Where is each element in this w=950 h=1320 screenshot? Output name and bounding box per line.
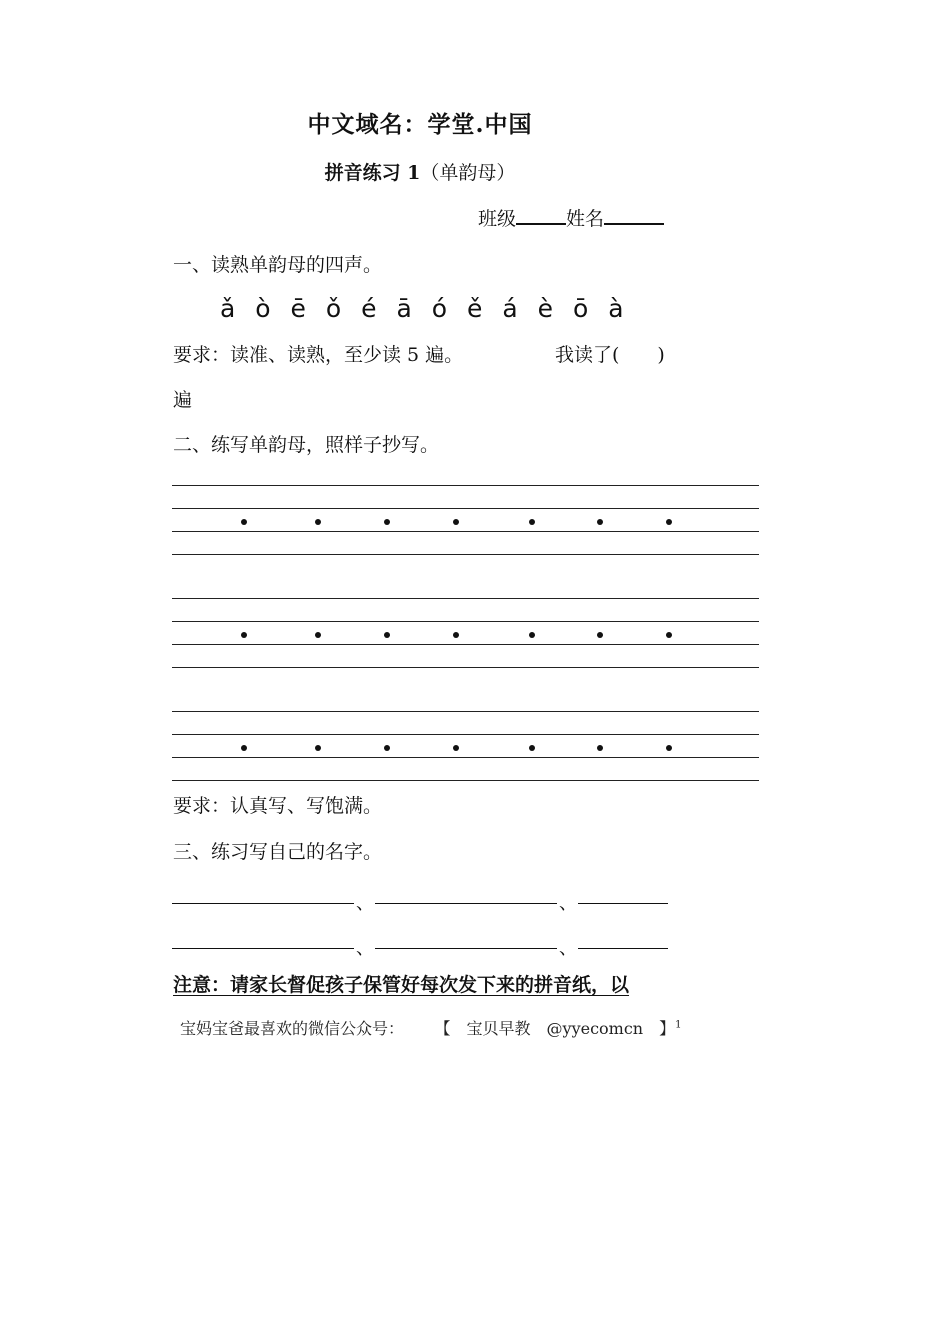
practice-line <box>172 508 759 509</box>
guide-dot <box>666 519 672 525</box>
pinyin-item: ǎ <box>220 294 236 323</box>
subtitle-main: 拼音练习 1 <box>324 162 421 184</box>
pinyin-item: ǒ <box>325 294 342 323</box>
name-separator: 、 <box>559 938 577 959</box>
guide-dot <box>529 519 535 525</box>
pinyin-item: ò <box>255 294 272 323</box>
practice-line <box>172 485 759 486</box>
name-separator: 、 <box>559 893 577 914</box>
guide-dot <box>384 745 390 751</box>
footer-account: 【 宝贝早教 @yyecomcn 】 <box>434 1019 676 1038</box>
practice-line <box>172 780 759 781</box>
guide-dot <box>597 519 603 525</box>
pinyin-row <box>220 294 624 323</box>
practice-line <box>172 757 759 758</box>
guide-dot <box>529 632 535 638</box>
pinyin-item: á <box>502 294 519 323</box>
section2-heading: 二、练写单韵母，照样子抄写。 <box>173 434 440 456</box>
guide-dot <box>384 632 390 638</box>
subtitle-paren: （单韵母） <box>420 162 516 184</box>
section2-requirement: 要求：认真写、写饱满。 <box>173 795 383 817</box>
page-title: 中文域名：学堂.中国 <box>307 111 533 138</box>
guide-dot <box>453 632 459 638</box>
pinyin-item: è <box>537 294 554 323</box>
section1-requirement: 要求：读准、读熟，至少读 5 遍。 <box>173 344 464 366</box>
class-blank[interactable] <box>516 205 566 225</box>
name-line[interactable] <box>172 903 354 904</box>
section1-heading: 一、读熟单韵母的四声。 <box>173 254 383 276</box>
guide-dot <box>241 632 247 638</box>
name-line[interactable] <box>578 903 668 904</box>
student-info <box>478 204 664 231</box>
practice-line <box>172 644 759 645</box>
practice-line <box>172 621 759 622</box>
guide-dot <box>315 745 321 751</box>
name-blank[interactable] <box>604 205 664 225</box>
name-separator: 、 <box>356 893 374 914</box>
pinyin-item: à <box>608 294 625 323</box>
guide-dot <box>315 632 321 638</box>
section3-heading: 三、练习写自己的名字。 <box>173 841 383 863</box>
guide-dot <box>666 632 672 638</box>
name-separator: 、 <box>356 938 374 959</box>
name-line[interactable] <box>375 903 557 904</box>
page-number: 1 <box>675 1019 682 1031</box>
pinyin-item: ě <box>467 294 483 323</box>
guide-dot <box>315 519 321 525</box>
footer-text: 宝妈宝爸最喜欢的微信公众号： <box>180 1019 405 1038</box>
footer <box>180 1016 682 1039</box>
guide-dot <box>597 745 603 751</box>
guide-dot <box>384 519 390 525</box>
practice-line <box>172 531 759 532</box>
pinyin-item: ó <box>431 294 448 323</box>
guide-dot <box>241 745 247 751</box>
practice-line <box>172 598 759 599</box>
read-count-tail: 遍 <box>173 389 193 411</box>
read-count: 我读了( ) <box>555 344 665 366</box>
pinyin-item: ē <box>290 294 307 323</box>
name-line[interactable] <box>578 948 668 949</box>
name-line[interactable] <box>172 948 354 949</box>
class-label: 班级 <box>478 208 517 230</box>
name-line[interactable] <box>375 948 557 949</box>
parent-note: 注意：请家长督促孩子保管好每次发下来的拼音纸，以 <box>173 974 630 996</box>
guide-dot <box>666 745 672 751</box>
guide-dot <box>453 519 459 525</box>
pinyin-item: ā <box>396 294 413 323</box>
pinyin-item: ō <box>572 294 589 323</box>
practice-line <box>172 734 759 735</box>
practice-line <box>172 667 759 668</box>
guide-dot <box>529 745 535 751</box>
guide-dot <box>597 632 603 638</box>
pinyin-item: é <box>361 294 378 323</box>
guide-dot <box>241 519 247 525</box>
practice-line <box>172 554 759 555</box>
guide-dot <box>453 745 459 751</box>
name-label: 姓名 <box>566 208 605 230</box>
practice-line <box>172 711 759 712</box>
worksheet-subtitle <box>0 158 840 185</box>
